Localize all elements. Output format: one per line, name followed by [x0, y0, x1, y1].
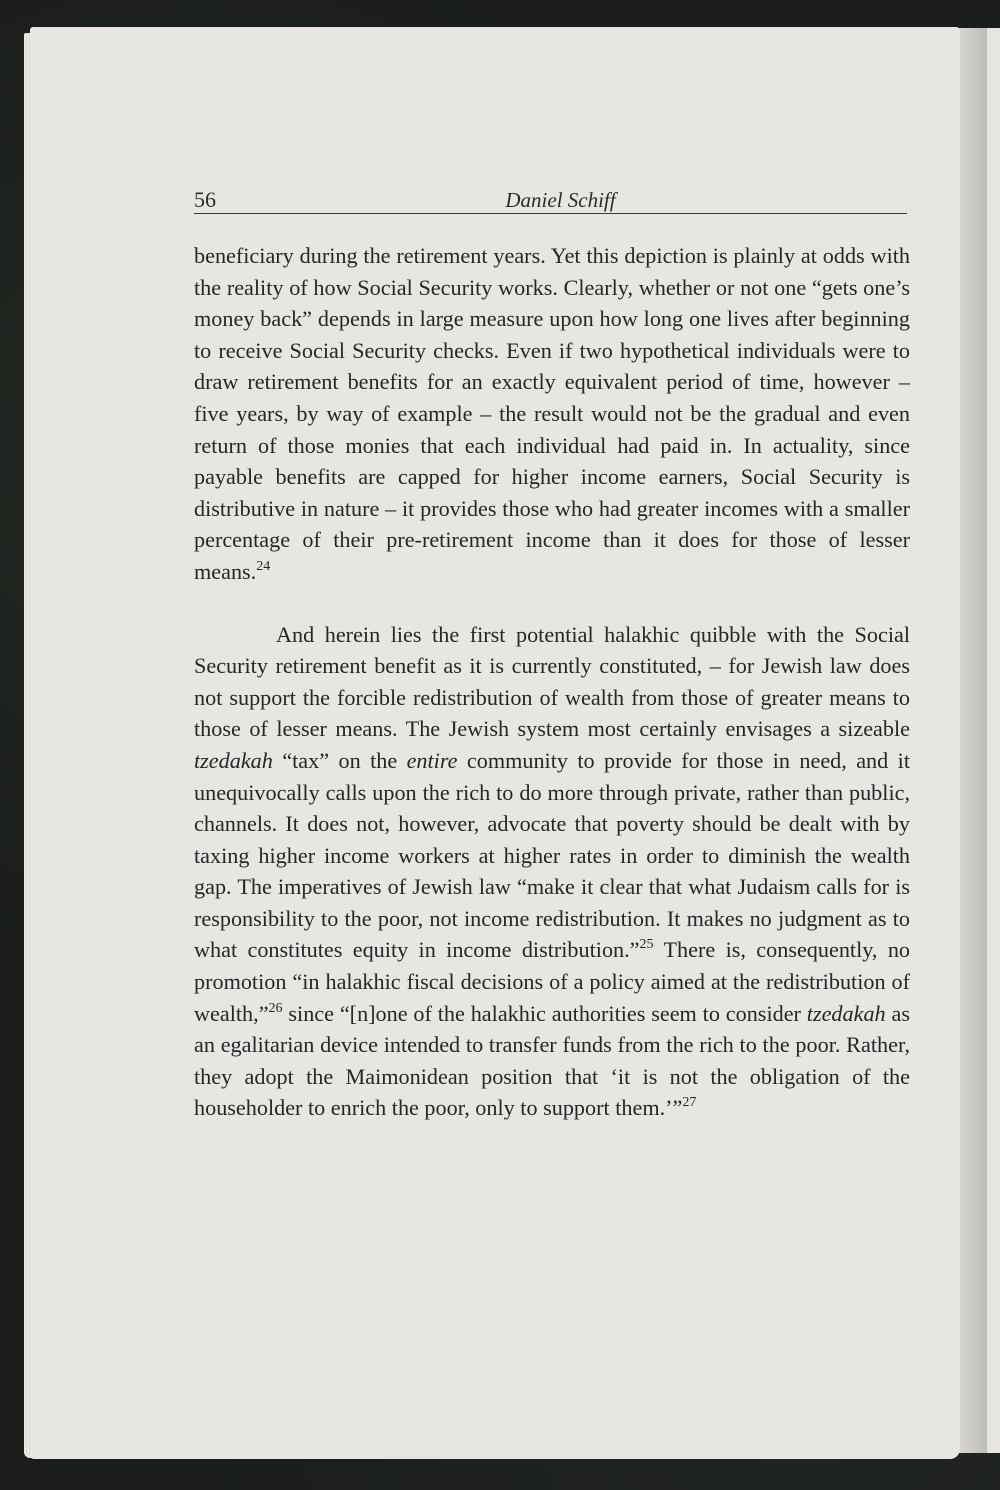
adjacent-page-edge — [985, 28, 1000, 1453]
text-run: since “[n]one of the halakhic authorities seem to consider — [282, 1000, 807, 1026]
text-run: And herein lies the first potential halakhic quibble with the Social Security retirement benefit as it is currently constituted, – for Jewish law does not support the forcible redistribution of wealth from those of greater means to those of lesser means. The Jewish system most certainly envisages a sizeable — [194, 621, 910, 742]
gutter-shadow — [957, 28, 987, 1453]
italic-term: entire — [406, 747, 458, 773]
text-run: “tax” on the — [272, 747, 407, 773]
italic-term: tzedakah — [194, 747, 273, 773]
footnote-ref: 25 — [639, 937, 654, 953]
footnote-ref: 26 — [268, 1000, 283, 1016]
footnote-ref: 24 — [256, 558, 271, 574]
paragraph — [194, 240, 910, 588]
body-text — [194, 240, 910, 1124]
text-run: community to provide for those in need, and it unequivocally calls upon the rich to do more through private, rather than public, channels. It does not, however, advocate that poverty should be dealt with by taxing higher income workers at higher rates in order to diminish the wealth gap. The imperatives of Jewish law “make it clear that what Judaism calls for is responsibility to the poor, not income redistribution. It makes no judgment as to what constitutes equity in income distribution.” — [194, 747, 910, 963]
page-number: 56 — [194, 187, 216, 212]
text-run: There is, consequently, no promotion “in halakhic fiscal decisions of a policy aimed at the redistribution of wealth,” — [194, 937, 911, 1026]
running-head-author: Daniel Schiff — [505, 188, 616, 212]
italic-term: tzedakah — [806, 1000, 886, 1026]
page-header — [194, 187, 907, 214]
footnote-ref: 27 — [682, 1095, 697, 1111]
paragraph — [194, 619, 910, 1125]
text-run: beneficiary during the retirement years. Yet this depiction is plainly at odds with the reality of how Social Security works. Clearly, whether or not one “gets one’s money back” depends in large measure upon how long one lives after beginning to receive Social Security checks. Even if two hypothetical individuals were to draw retirement benefits for an exactly equivalent period of time, however – five years, by way of example – the result would not be the gradual and even return of those monies that each individual had paid in. In actuality, since payable benefits are capped for higher income earners, Social Security is distributive in nature – it provides those who had greater incomes with a smaller percentage of their pre-retirement income than it does for those of lesser means. — [194, 243, 910, 584]
text-run: as an egalitarian device intended to transfer funds from the rich to the poor. Rather, they adopt the Maimonidean position that ‘it is not the obligation of the householder to enrich the poor, only to support them.’” — [194, 1000, 910, 1121]
